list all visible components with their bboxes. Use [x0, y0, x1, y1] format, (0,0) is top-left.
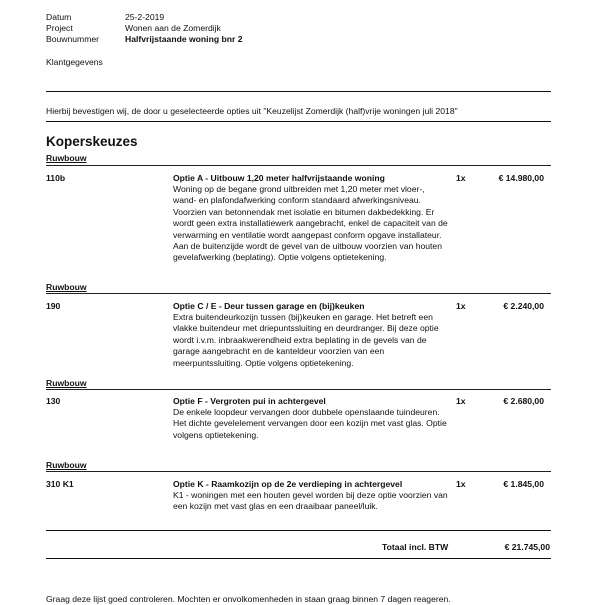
klantgegevens-label: Klantgegevens — [46, 57, 103, 67]
category-heading: Ruwbouw — [46, 153, 87, 163]
category-heading: Ruwbouw — [46, 460, 87, 470]
divider — [46, 293, 551, 294]
option-description: De enkele loopdeur vervangen door dubbele openslaande tuindeuren. Het dichte gevelelement vervangen door een kozijn met vast glas. Optie volgens optietekening. — [173, 407, 447, 440]
project-value: Wonen aan de Zomerdijk — [125, 23, 221, 33]
option-title: Optie A - Uitbouw 1,20 meter halfvrijstaande woning — [173, 173, 385, 183]
bouwnummer-value: Halfvrijstaande woning bnr 2 — [125, 34, 243, 44]
option-code: 190 — [46, 301, 61, 311]
divider — [46, 389, 551, 390]
option-price: € 2.680,00 — [503, 396, 544, 406]
divider — [46, 558, 551, 559]
date-label: Datum — [46, 12, 72, 22]
confirmation-text: Hierbij bevestigen wij, de door u geselecteerde opties uit "Keuzelijst Zomerdijk (half)vrije woningen juli 2018" — [46, 106, 458, 116]
option-price: € 2.240,00 — [503, 301, 544, 311]
option-title: Optie K - Raamkozijn op de 2e verdieping in achtergevel — [173, 479, 403, 489]
option-code: 130 — [46, 396, 61, 406]
option-qty: 1x — [456, 479, 466, 489]
option-qty: 1x — [456, 173, 466, 183]
divider — [46, 165, 551, 166]
option-title: Optie F - Vergroten pui in achtergevel — [173, 396, 326, 406]
option-title: Optie C / E - Deur tussen garage en (bij)keuken — [173, 301, 365, 311]
divider — [46, 471, 551, 472]
total-value: € 21.745,00 — [504, 542, 550, 552]
category-heading: Ruwbouw — [46, 378, 87, 388]
bouwnummer-label: Bouwnummer — [46, 34, 100, 44]
divider — [46, 530, 551, 531]
option-code: 110b — [46, 173, 66, 183]
option-description: Woning op de begane grond uitbreiden met 1,20 meter met vloer-, wand- en plafondafwerking conform standaard afwerkingsniveau. Voorzien van betonnendak met isolatie en bitumen dakbedekking. Er wordt geen extra installatiewerk aangebracht, enkel de capaciteit van de verwarming en ventilatie wordt aangepast conform opgave installateur. Aan de buitenzijde wordt de gevel van de uitbouw voorzien van houten gevelafwerking (beplating). Optie volgens optietekening. — [173, 184, 448, 263]
divider — [46, 121, 551, 122]
date-value: 25-2-2019 — [125, 12, 165, 22]
footer-text: Graag deze lijst goed controleren. Mochten er onvolkomenheden in staan graag binnen 7 dagen reageren. — [46, 594, 451, 604]
total-label: Totaal incl. BTW — [382, 542, 449, 552]
option-description: K1 - woningen met een houten gevel worden bij deze optie voorzien van een kozijn met vast glas en een draaibaar paneel/luik. — [173, 490, 448, 512]
option-qty: 1x — [456, 396, 466, 406]
option-qty: 1x — [456, 301, 466, 311]
option-price: € 1.845,00 — [503, 479, 544, 489]
project-label: Project — [46, 23, 73, 33]
option-price: € 14.980,00 — [498, 173, 544, 183]
divider — [46, 91, 551, 92]
category-heading: Ruwbouw — [46, 282, 87, 292]
option-code: 310 K1 — [46, 479, 74, 489]
section-title: Koperskeuzes — [46, 134, 138, 149]
option-description: Extra buitendeurkozijn tussen (bij)keuken en garage. Het betreft een vlakke buitendeur met driepuntssluiting en deurdranger. Bij deze optie wordt i.v.m. inbraakwerendheid extra beplating in de gevels van de garage aangebracht en de kanteldeur voorzien van een meerpuntssluiting. Optie volgens optietekening. — [173, 312, 439, 368]
